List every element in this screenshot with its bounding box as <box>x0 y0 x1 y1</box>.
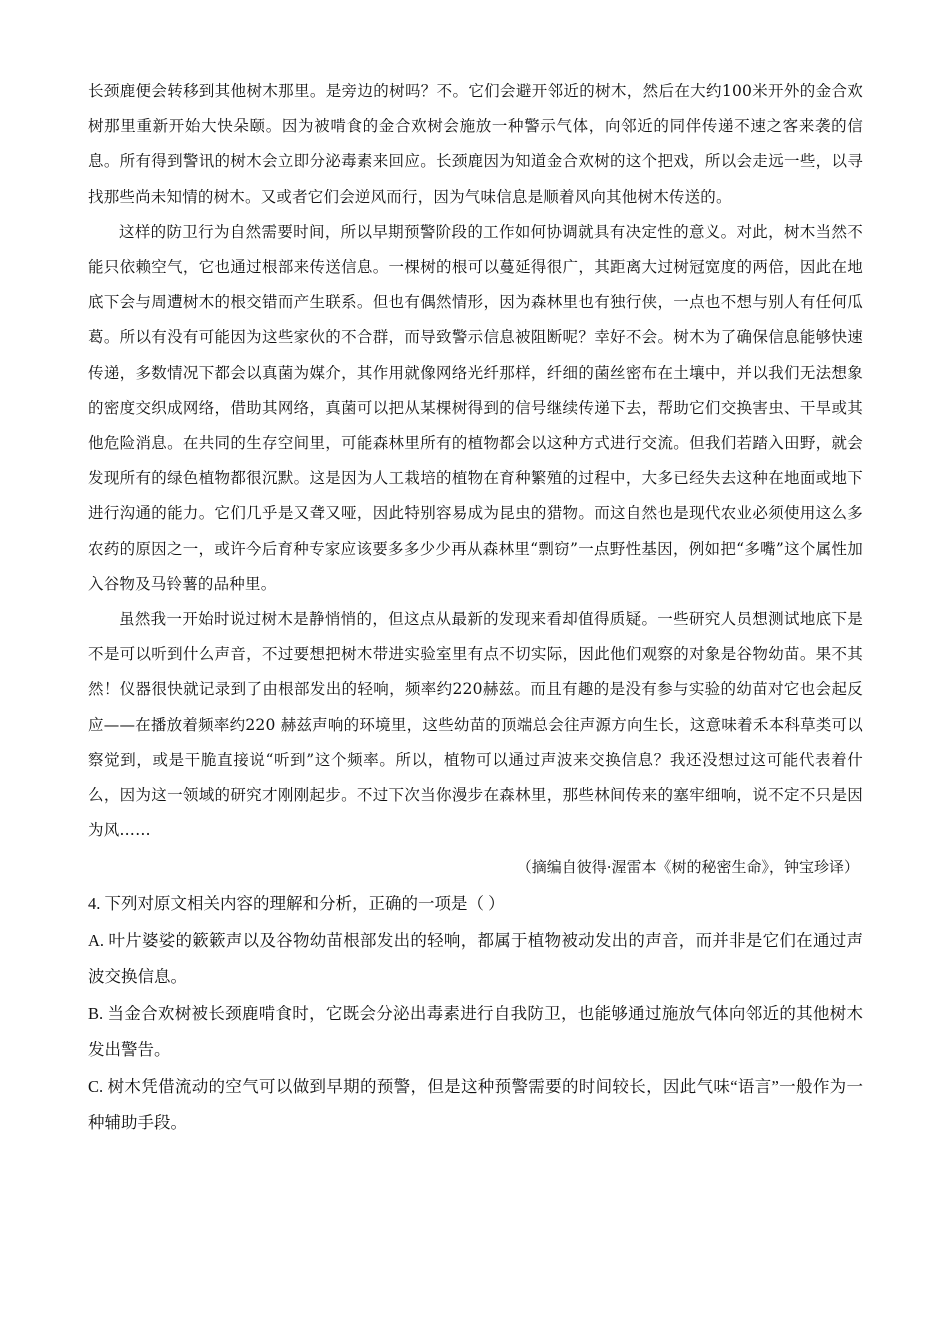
passage-paragraph-1: 长颈鹿便会转移到其他树木那里。是旁边的树吗？不。它们会避开邻近的树木，然后在大约100米开外的金合欢树那里重新开始大快朵颐。因为被啃食的金合欢树会施放一种警示气体，向邻近的同伴传递不速之客来袭的信息。所有得到警讯的树木会立即分泌毒素来回应。长颈鹿因为知道金合欢树的这个把戏，所以会走远一些，以寻找那些尚未知情的树木。又或者它们会逆风而行，因为气味信息是顺着风向其他树木传送的。 <box>88 82 863 206</box>
option-b: B. 当金合欢树被长颈鹿啃食时，它既会分泌出毒素进行自我防卫，也能够通过施放气体向邻近的其他树木发出警告。 <box>88 1003 863 1060</box>
option-c: C. 树木凭借流动的空气可以做到早期的预警，但是这种预警需要的时间较长，因此气味“语言”一般作为一种辅助手段。 <box>88 1076 863 1133</box>
question-stem: 4. 下列对原文相关内容的理解和分析，正确的一项是（ ） <box>88 894 505 914</box>
passage-paragraph-2: 这样的防卫行为自然需要时间，所以早期预警阶段的工作如何协调就具有决定性的意义。对此，树木当然不能只依赖空气，它也通过根部来传送信息。一棵树的根可以蔓延得很广，其距离大过树冠宽度的两倍，因此在地底下会与周遭树木的根交错而产生联系。但也有偶然情形，因为森林里也有独行侠，一点也不想与别人有任何瓜葛。所以有没有可能因为这些家伙的不合群，而导致警示信息被阻断呢？幸好不会。树木为了确保信息能够快速传递，多数情况下都会以真菌为媒介，其作用就像网络光纤那样，纤细的菌丝密布在土壤中，并以我们无法想象的密度交织成网络，借助其网络，真菌可以把从某棵树得到的信号继续传递下去，帮助它们交换害虫、干旱或其他危险消息。在共同的生存空间里，可能森林里所有的植物都会以这种方式进行交流。但我们若踏入田野，就会发现所有的绿色植物都很沉默。这是因为人工栽培的植物在育种繁殖的过程中，大多已经失去这种在地面或地下进行沟通的能力。它们几乎是又聋又哑，因此特别容易成为昆虫的猎物。而这自然也是现代农业必须使用这么多农药的原因之一，或许今后育种专家应该要多多少少再从森林里“剽窃”一点野性基因，例如把“多嘴”这个属性加入谷物及马铃薯的品种里。 <box>88 222 863 593</box>
document-page <box>88 74 863 1142</box>
option-a: A. 叶片婆娑的簌簌声以及谷物幼苗根部发出的轻响，都属于植物被动发出的声音，而并非是它们在通过声波交换信息。 <box>88 930 863 987</box>
passage-source-citation: （摘编自彼得·渥雷本《树的秘密生命》，钟宝珍译） <box>516 858 859 877</box>
passage-paragraph-3: 虽然我一开始时说过树木是静悄悄的，但这点从最新的发现来看却值得质疑。一些研究人员想测试地底下是不是可以听到什么声音，不过要想把树木带进实验室里有点不切实际，因此他们观察的对象是谷物幼苗。果不其然！仪器很快就记录到了由根部发出的轻响，频率约220赫兹。而且有趣的是没有参与实验的幼苗对它也会起反应——在播放着频率约220 赫兹声响的环境里，这些幼苗的顶端总会往声源方向生长，这意味着禾本科草类可以察觉到，或是干脆直接说“听到”这个频率。所以，植物可以通过声波来交换信息？我还没想过这可能代表着什么，因为这一领域的研究才刚刚起步。不过下次当你漫步在森林里，那些林间传来的塞牢细响，说不定不只是因为风…… <box>88 610 863 840</box>
